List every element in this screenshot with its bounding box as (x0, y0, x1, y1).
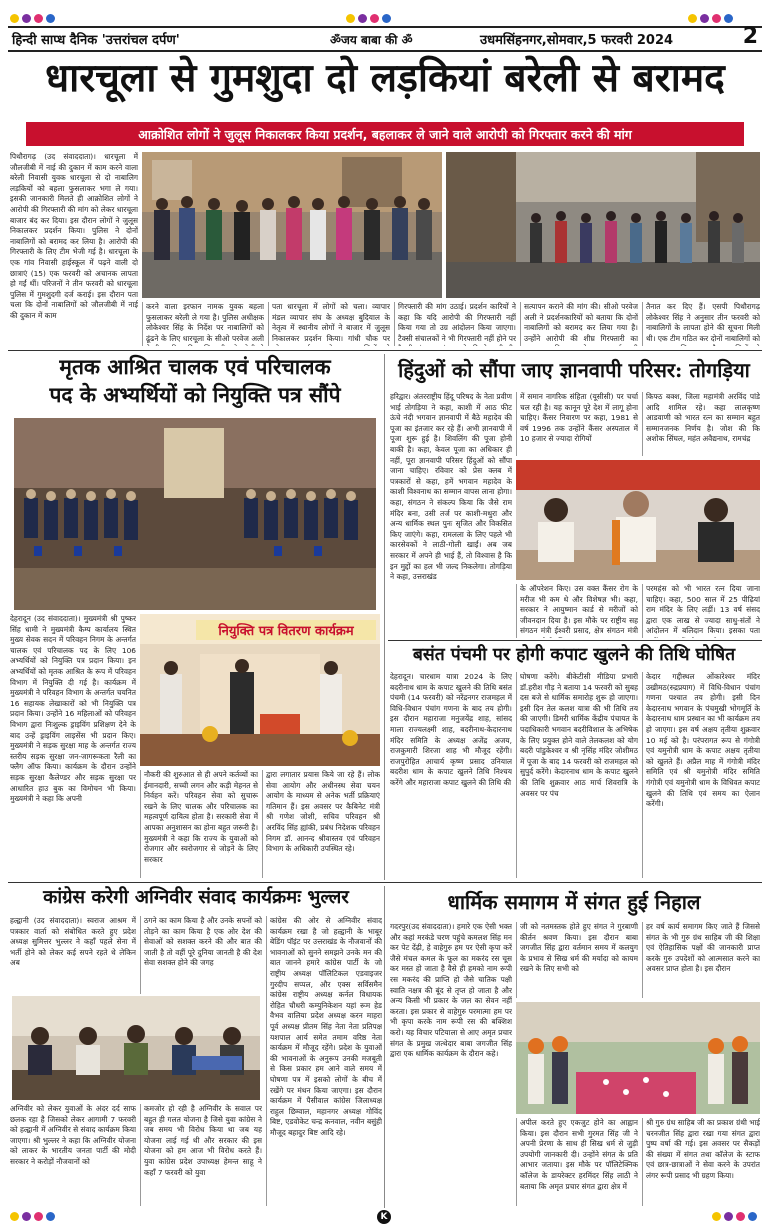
story2-headline-line1: मृतक आश्रित चालक एवं परिचालक (59, 354, 331, 379)
masthead-motto: ॐजय बाबा की ॐ (330, 32, 413, 47)
footer-dots-left (10, 1212, 55, 1221)
masthead-dots-right (688, 14, 733, 23)
story2-col1: देहरादून (उद संवाददाता)। मुख्यमंत्री श्री पुष्कर सिंह धामी ने मुख्यमंत्री कैम्प कार्यालय स्थित मुख्य सेवक सदन में परिवहन निगम के अन्तर्गत चालक एवं परिचालक पद के लिए 106 अभ्यर्थियों को नियुक्ति पत्र प्रदान किया। इन अभ्यर्थियों को मृतक आश्रित के रूप में परिवहन विभाग में नियुक्ति दी गई है। कार्यक्रम में मुख्यमंत्री ने परिवहन विभाग के अन्तर्गत चयनित 16 सहायक लेखाकारों को भी नियुक्ति पत्र प्रदान किया। उन्होंने 16 महिलाओं को परिवहन विभाग द्वारा निःशुल्क ड्राइविंग प्रशिक्षण देने के बाद उन्हें ड्राइविंग लाइसेंस भी प्रदान किए। मुख्यमंत्री ने सड़क सुरक्षा माह के अन्तर्गत राज्य स्तरीय सड़क सुरक्षा जन-जागरूकता रैली का फ्लैग ऑफ किया। कार्यक्रम के दौरान उन्होंने सड़क सुरक्षा कैलेण्डर और सड़क सुरक्षा पर आधारित हाउ बुक का विमोचन भी किया। मुख्यमंत्री ने कहा कि अपनी (10, 614, 136, 804)
story6-col-b2: श्री गुरु ग्रंथ साहिब जी का प्रकाश ग्रंथी भाई चरनजीत सिंह द्वारा रखा गया संगत द्वारा पुष्प वर्षा की गई। इस अवसर पर सैकड़ों की संख्या में संगत तथा कॉलेज के स्टाफ एवं छात्र-छात्राओं ने सेवा करने के उपरांत लंगर रूपी प्रसाद भी ग्रहण किया। (642, 1118, 760, 1206)
story1-col5: सत्यापन कराने की मांग की। सीओ परवेज अली ने प्रदर्शनकारियों को बताया कि दोनों नाबालिगों को बरामद कर लिया गया है। उन्होंने आरोपी की शीघ्र गिरफ्तारी का (520, 302, 638, 346)
story6-col3: हर वर्ष कार्य समागम किए जाते हैं जिससे संगत के भी गुरु ग्रंथ साहिब जी की शिक्षा एवं ऐतिहासिक पक्षों की जानकारी प्राप्त करके गुरु उपदेशों को आत्मसात करने का अवसर प्राप्त होता है। इस दौरान (642, 922, 760, 998)
story1-headline: धारचूला से गुमशुदा दो लड़कियां बरेली से बरामद (45, 55, 725, 101)
story5-col1: हल्द्वानी (उद संवाददाता)। स्वराज आश्रम में पत्रकार वार्ता को संबोधित करते हुए प्रदेश अध्यक्ष सुमित्तर भुल्लर ने कहाँ पहले सेना में भर्ती होने को लेकर कई सपने रहते थे लेकिन अब (10, 916, 136, 968)
story5-col2: ठगने का काम किया है और उनके सपनों को तोड़ने का काम किया है एक ओर देश की सेवाओं को सशक्त करने की और बात की जाती है तो वहीं पूरे दुनिया जानती है की देश सेवा सशक्त होने की जगह (140, 916, 262, 994)
divider (8, 882, 762, 883)
date-line: उधमसिंहनगर,सोमवार,5 फरवरी 2024 (480, 33, 674, 48)
story3-col-b2: परमहंस को भी भारत रत्न दिया जाना चाहिए। कहा, 500 साल में 25 पीढ़ियां राम मंदिर के लिए लड़ीं। 13 वर्ष संसद द्वारा एक लाख से ज्यादा साधु-संतों ने आंदोलन में बलिदान किया। इसका पता (642, 584, 760, 638)
story1-lead: पिथौरागढ़ (उद संवाददाता)। धारचूला में जौलजीबी में नाई की दुकान में काम करने वाला बरेली निवासी युवक धारचूला से दो नाबालिग लड़कियों को बहला फुसलाकर भगा ले गया। इसकी जानकारी मिलते ही आक्रोशित लोगों ने आरोपी की गिरफ्तारी की मांग को लेकर धारचूला बाजार बंद कर दिया। इस दौरान लोगों ने जुलूस निकालकर प्रदर्शन किया। पुलिस ने दोनों नाबालिगों को बरामद कर लिया है। आरोपी की गिरफ्तारी के लिए टीम भेजी गई है। धारचूला के एक गांव निवासी हाईस्कूल में पढ़ने वाली दो छात्राएं (15) एक फरवरी को अचानक लापता हो गईं थीं। परिजनों ने तीन फरवरी को धारचूला पुलिस में गुमशुदगी दर्ज कराई। इस दौरान पता चला कि दोनों नाबालिगों को जौलजीबी में नाई की दुकान में काम (10, 152, 138, 320)
story2-banner: नियुक्ति पत्र वितरण कार्यक्रम (196, 620, 376, 640)
story1-col3: पता धारचूला में लोगों को चला। व्यापार मंडल व्यापार संघ के अध्यक्ष बुदियाल के नेतृत्व में स्थानीय लोगों ने बाजार में जुलूस निकालकर प्रदर्शन किया। गांधी चौक पर (268, 302, 390, 346)
story5-col-b2: कमजोर हो रही है अग्निवीर के सवाल पर बहुत ही गलत योजना है जिसे युवा कांग्रेस ने जब समय भी विरोध किया था जब यह योजना लाई गई थी और सरकार की इस योजना को हम आज भी विरोध करते हैं। युवा कांग्रेस प्रदेश उपाध्यक्ष हेमन्त साहू ने कहाँ 7 फरवरी को युवा (140, 1104, 262, 1206)
column-divider (384, 354, 385, 880)
paper-title: हिन्दी साप्ध दैनिक 'उत्तरांचल दर्पण' (12, 33, 180, 48)
story1-subhead: आक्रोशित लोगों ने जुलूस निकालकर किया प्रदर्शन, बहलाकर ले जाने वाले आरोपी को गिरफ्तार करने की मांग (26, 122, 744, 146)
story1-col2: करने वाला इरफान नामक युवक बहला फुसलाकर बरेली ले गया है। पुलिस अधीक्षक लोकेश्वर सिंह के निर्देश पर नाबालिगों को ढूंढने के लिए धारचूला के सीओ परवेज अली (142, 302, 264, 346)
story5-photo-press (12, 996, 260, 1100)
footer-dots-right (712, 1212, 757, 1221)
story6-col2: जी को नतमस्तक होते हुए संगत ने गुरबाणी कीर्तन श्रवण किया। इस दौरान बाबा जगजीत सिंह द्वारा वर्तमान समय में कलयुग के प्रभाव से सिख धर्म की मर्यादा को कायम रखने के लिए सभी को (516, 922, 638, 998)
story3-col2: में समान नागरिक संहिता (यूसीसी) पर चर्चा चल रही है। यह कानून पूरे देश में लागू होना चाहिए। कैंसर निवारण पर कहा, 1981 से वर्ष 1996 तक उन्होंने कैंसर अस्पताल में 10 हजार से ज्यादा रोगियों (516, 392, 638, 456)
footer-center-mark: K (377, 1210, 391, 1224)
story2-photo-ceremony (14, 418, 376, 610)
story4-col2: घोषणा करेंगे। बीकेटीसी मीडिया प्रभारी डॉ.हरीश गौड़ ने बताया 14 फरवरी को सुबह दस बजे से धार्मिक समारोह शुरू हो जाएगा। इसी दिन तेल कलश यात्रा की भी तिथि तय की जाएगी। डिमरी धार्मिक केंद्रीय पंचायत के पदाधिकारी भगवान बदरीविशाल के अभिषेक के लिए प्रयुक्त होने वाले तेलकलश को योग बदरी पांडुकेश्वर व श्री नृसिंह मंदिर जोशीमठ में पूजा के बाद 14 फरवरी को राजमहल को सुपुर्द करेंगे। केदारनाथ धाम के कपाट खुलने की तिथि शुक्रवार आठ मार्च शिवरात्रि के अवसर पर पंच (516, 672, 638, 878)
story3-col3: किफ्ठ बक्श, जिला महामंत्री अरविंद पांडे आदि शामिल रहे। कहा लालकृष्ण आडवाणी को भारत रत्न का सम्मान बहुत सम्मानजनक निर्णय है। जोश की कि अशोक सिंघल, महंत अवैद्यनाथ, रामचंद्र (642, 392, 760, 456)
story6-col-b1: अपील करते हुए एकजुट होने का आह्वान किया। इस दौरान सभी गुरमत सिंह जी ने अपनी प्रेरणा के साथ ही सिख धर्म से जुड़ी उपयोगी जानकारी दी। उन्होंने संगत के प्रति आभार जताया। इस मौके पर पॉलिटेक्निक कॉलेज के डायरेक्टर हरमिंदर सिंह लाठी ने बताया कि अमृत प्रचार संगत द्वारा क्षेत्र में (516, 1118, 638, 1206)
story3-col1: हरिद्वार। अंतरराष्ट्रीय हिंदू परिषद के नेता प्रवीण भाई तोगड़िया ने कहा, काशी में आठ फीट ऊंचे नंदी भगवान ज्ञानवापी में बैठे महादेव की पूजा का इंतजार कर रहे हैं। अभी ज्ञानवापी में पूजा शुरू हुई है। शिवलिंग की पूजा होनी बाकी है। कहा, केवल पूजा का अधिकार ही नहीं, पूरा ज्ञानवापी परिसर हिंदुओं को सौंपा जाना चाहिए। रविवार को प्रेस क्लब में पत्रकारों से कहा, हमें भगवान महादेव के काशी विश्वनाथ का सम्मान वापस लाना होगा। कहा, संगठन ने संकल्प किया कि जैसे राम मंदिर बना, उसी तर्ज पर काशी-मथुरा और अन्य धार्मिक स्थल पुनः सृजित और विकसित किए जाएंगे। कहा, रामलला के लिए पहले भी कारसेवकों ने लाठी-गोली खाईं। अब जब सरकार में अपने ही भाई हैं, तो विश्वास है कि इन मुद्दों का हल भी जल्द निकलेगा। तोगड़िया ने कहा, उत्तराखंड (390, 392, 512, 582)
story3-headline: हिंदुओं को सौंपा जाए ज्ञानवापी परिसर: तोगड़िया (398, 358, 750, 382)
divider (8, 350, 762, 351)
story2-col3: द्वारा लगातार प्रयास किये जा रहे हैं। लोक सेवा आयोग और अधीनस्थ सेवा चयन आयोग के माध्यम से अनेक भर्ती प्रक्रियाएं गतिमान हैं। इस अवसर पर कैबिनेट मंत्री श्री गणेश जोशी, सचिव परिवहन श्री अरविंद सिंह ह्यांकी, प्रबंध निदेशक परिवहन निगम डॉ. आनन्द श्रीवास्तव एवं परिवहन विभाग के अधिकारी उपस्थित रहे। (262, 770, 380, 878)
masthead (8, 26, 762, 52)
story5-headline: कांग्रेस करेगी अग्निवीर संवाद कार्यक्रमः भुल्लर (43, 887, 349, 908)
story3-photo-press (516, 460, 760, 580)
story2-headline-line2: पद के अभ्यर्थियों को नियुक्ति पत्र सौंपे (49, 382, 341, 407)
story1-photo-group (142, 152, 442, 298)
story4-headline: बसंत पंचमी पर होगी कपाट खुलने की तिथि घोषित (412, 645, 736, 665)
masthead-dots-left (10, 14, 55, 23)
story2-col2: नौकरी की शुरुआत से ही अपने कर्तव्यों का ईमानदारी, सच्ची लगन और कड़ी मेहनत से निर्वहन करें। परिवहन सेवा को सुचारू रखने के लिए चालक और परिचालक का महत्वपूर्ण दायित्व होता है। सरकारी सेवा में आपका अनुशासन का होना बहुत जरूरी है। मुख्यमंत्री ने कहा कि राज्य के युवाओं को रोजगार और स्वरोजगार से जोड़ने के लिए सरकार (140, 770, 258, 878)
story5-col3: कांग्रेस की ओर से अग्निवीर संवाद कार्यक्रम रखा है जो हल्द्वानी के भाबूर बेडिंग पॉइंट पर उत्तराखंड के नौजवानों की भावनाओं को सुनने समझने उनके मन की बात जानने हमारे कांग्रेस पार्टी के जो राष्ट्रीय अध्यक्ष पॉलिटिकल एडवाइजर गुरदीप सप्पल, और एक्स सर्विसमैन कांग्रेस राष्ट्रीय अध्यक्ष कर्नल विधायक रोहित चौधरी कम्युनिकेशन यहां रूम हेड वैभव वालिया प्रदेश अध्यक्ष करन माहरा पूर्व अध्यक्ष प्रीतम सिंह नेता नेता प्रतिपक्ष यशपाल आर्य समेत तमाम वरिष्ठ नेता कार्यक्रम में मौजूद रहेंगे। प्रदेश के युवाओं की भावनाओं के अनुरूप उनकी मजबूती से किस प्रकार हम आने वाले समय में घोषणा पत्र में इसको लोगों के बीच में रखेंगे पर मंथन किया जाएगा। इस दौरान कार्यक्रम में पैसीवाल कांग्रेस जिलाध्यक्ष राहुल छिम्वाल, महानगर अध्यक्ष गोविंद बिष्ट, एडवोकेट चन्द्र कनवाल, नवीन बसुंही मौजूद बहादुर बिष्ट आदि रहे। (266, 916, 382, 1206)
divider (388, 640, 762, 641)
story5-col-b1: अग्निवीर को लेकर युवाओं के अंदर दर्द साफ छलक रहा है जिसको लेकर आगामी 7 फरवरी को हल्द्वानी में अग्निवीर से संवाद कार्यक्रम किया जाएगा। श्री भुल्लर ने कहा कि अग्निवीर योजना को लाकर के भारतीय जनता पार्टी की मोदी सरकार ने करोड़ों नौजवानों को (10, 1104, 136, 1166)
story6-photo-procession (516, 1002, 760, 1114)
story1-col4: गिरफ्तारी की मांग उठाई। प्रदर्शन कारियों ने कहा कि यदि आरोपी की गिरफ्तारी नहीं किया गया तो उग्र आंदोलन किया जाएगा। टैक्सी संचालकों ने भी गिरफ्तारी नहीं होने पर (394, 302, 516, 346)
story6-col1: गदरपुर(उद संवाददाता)। हमारे एक ऐसी भक्त और कहां मरकंडे चरण पहुंचे कमलश सिंह मन कर पेट देंढ़ी, हे वाहेगुरु हम पर ऐसी कृपा करें जैसे मंचल कमल के फूल का मकरंद रस चूस कर मस्त हो जाता है वैसे ही हमको नाम रूपी रस मकरंद की प्राप्ति हो जैसे चातिक पक्षी स्वाति नक्षत्र की बूंद से तृप्त हो जाता है और अन्य किसी भी प्रकार के जल का सेवन नहीं करता। इस प्रकार से वाहेगुरु परमात्मा हम पर भी कृपा करके नाम रूपी रस की बक्शिश करो। यह विचार पटियाला से आए अमृत प्रचार संगत के प्रमुख जत्थेदार बाबा जगजीत सिंह द्वारा एक धार्मिक कार्यक्रम के दौरान कहे। (390, 922, 512, 1059)
story4-col1: देहरादून। चारधाम यात्रा 2024 के लिए बदरीनाथ धाम के कपाट खुलने की तिथि बसंत पंचमी (14 फरवरी) को नरेंद्रनगर राजमहल में विधि-विधान पंचांग गणना के बाद तय होगी। इस दौरान महाराजा मनुजयेंद्र शाह, सांसद माला राज्यलक्ष्मी शाह, बदरीनाथ-केदारनाथ मंदिर समिति के अध्यक्ष अजेंद्र अजय, राजकुमारी शिरजा शाह भी मौजूद रहेंगी। राजपुरोहित आचार्य कृष्ण प्रसाद उनियाल बदरीश धाम के कपाट खुलने तिथि निश्चय करेंगे और महाराजा कपाट खुलने की तिथि की (390, 672, 512, 787)
story1-photo-rally (446, 152, 760, 298)
story1-col6: तैनात कर दिए हैं। एसपी पिथौरागढ़ लोकेश्वर सिंह ने अनुसार तीन फरवरी को नाबालिगों के लापता होने की सूचना मिली थी। एक टीम गठित कर दोनों नाबालिगों को (642, 302, 760, 346)
masthead-dots-center (346, 14, 391, 23)
story4-col3: केदार गद्दीस्थल ओंकारेश्वर मंदिर उखीमठ(रुद्रप्रयाग) में विधि-विधान पंचांग गणना पश्चात तय होगी। इसी दिन केदारनाथ भगवान के पंचमुखी भोगमूर्ति के केदारनाथ धाम प्रस्थान का भी कार्यक्रम तय हो जाएगा। इस वर्ष अक्षय तृतीया शुक्रवार 10 मई को है। परंपरागत रूप से गंगोत्री एवं यमुनोत्री धाम के कपाट अक्षय तृतीया को खुलते हैं। अप्रैल माह में गंगोत्री मंदिर समिति एवं श्री यमुनोत्री मंदिर समिति गंगोत्री एवं यमुनोत्री धाम के विधिवत कपाट खुलने की तिथि एवं समय का ऐलान करेंगी। (642, 672, 760, 878)
story3-col-b1: के ऑपरेशन किए। उस वक्त कैंसर रोग के मरीज भी कम थे और विशेषज्ञ भी। कहा, सरकार ने आयुष्मान कार्ड से मरीजों को जीवनदान दिया है। इस मौके पर राष्ट्रीय सह संगठन मंत्री ईश्वरी प्रसाद, क्षेत्र संगठन मंत्री (516, 584, 638, 638)
story6-headline: धार्मिक समागम में संगत हुई निहाल (447, 890, 701, 914)
page-number: 2 (742, 24, 758, 49)
column-divider (384, 886, 385, 1208)
